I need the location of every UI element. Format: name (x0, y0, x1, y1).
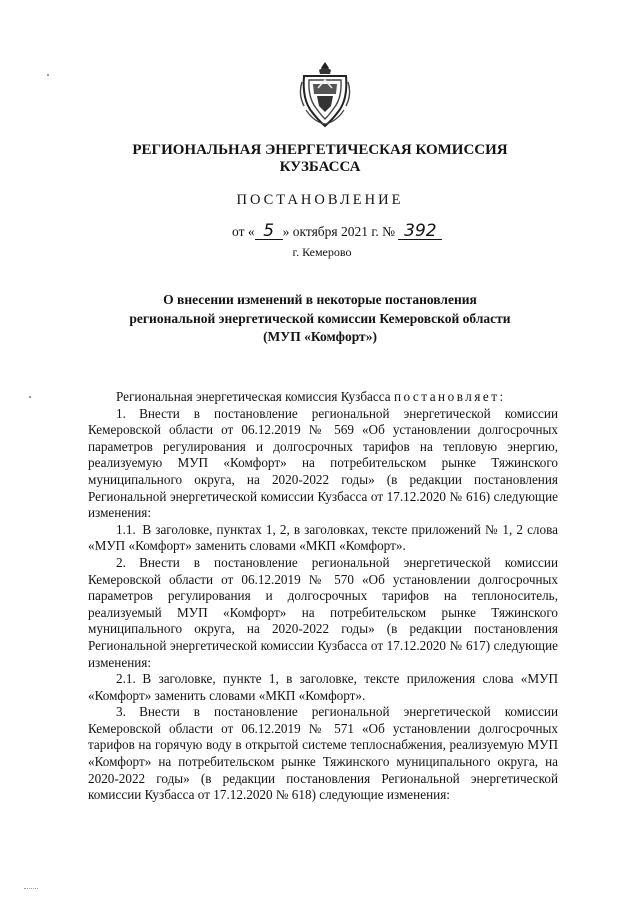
scan-mark (24, 888, 38, 890)
scan-mark (47, 74, 49, 76)
coat-of-arms-icon (298, 60, 352, 128)
paragraph-3: 3. Внести в постановление региональной энергетической комиссии Кемеровской области от 06.12.2019 № 571 «Об установлении долгосрочных тарифов на горячую воду в открытой системе теплоснабжения, реализуемую МУП «Комфорт» на потребительском рынке Тяжинского муниципального округа, на 2020-2022 годы» (в редакции постановления Региональной энергетической комиссии Кузбасса от 17.12.2020 № 618) следующие изменения: (88, 704, 558, 803)
intro-paragraph (88, 389, 558, 406)
date-prefix: от « (232, 224, 255, 239)
city: г. Кемерово (292, 245, 352, 259)
subject-line-1: О внесении изменений в некоторые постановления (163, 292, 477, 307)
date-day: 5 (255, 224, 283, 240)
document-type: ПОСТАНОВЛЕНИЕ (236, 192, 404, 208)
organization-name (0, 142, 640, 176)
document-number: 392 (398, 224, 442, 240)
paragraph-2: 2. Внести в постановление региональной энергетической комиссии Кемеровской области от 06.12.2019 № 570 «Об установлении долгосрочных параметров регулирования и долгосрочных тарифов на теплоноситель, реализуемый МУП «Комфорт» на потребительском рынке Тяжинского муниципального округа, на 2020-2022 годы» (в редакции постановления Региональной энергетической комиссии Кузбасса от 17.12.2020 № 617) следующие изменения: (88, 554, 558, 670)
intro-lead: Региональная энергетическая комиссия Кузбасса (116, 389, 394, 404)
paragraph-2-1: 2.1. В заголовке, пункте 1, в заголовке, тексте приложения слова «МУП «Комфорт» заменить словами «МКП «Комфорт». (88, 671, 558, 703)
subject-line-3: (МУП «Комфорт») (263, 329, 377, 344)
org-line-2: КУЗБАССА (279, 159, 361, 175)
intro-resolves: постановляет: (393, 389, 506, 404)
paragraph-1-1: 1.1. В заголовке, пунктах 1, 2, в заголовках, тексте приложений № 1, 2 слова «МУП «Комфорт» заменить словами «МКП «Комфорт». (88, 521, 558, 554)
date-line (232, 221, 442, 241)
scan-mark (29, 396, 31, 398)
document-body (88, 389, 558, 804)
subject-line-2: региональной энергетической комиссии Кемеровской области (129, 310, 511, 326)
org-line-1: РЕГИОНАЛЬНАЯ ЭНЕРГЕТИЧЕСКАЯ КОМИССИЯ (132, 142, 508, 158)
paragraph-1: 1. Внести в постановление региональной энергетической комиссии Кемеровской области от 06.12.2019 № 569 «Об установлении долгосрочных параметров регулирования и долгосрочных тарифов на тепловую энергию, реализуемую МУП «Комфорт» на потребительском рынке Тяжинского муниципального округа, на 2020-2022 годы» (в редакции постановления Региональной энергетической комиссии Кузбасса от 17.12.2020 № 616) следующие изменения: (88, 405, 558, 521)
document-subject (0, 291, 640, 347)
date-middle: » октября 2021 г. № (282, 224, 396, 239)
